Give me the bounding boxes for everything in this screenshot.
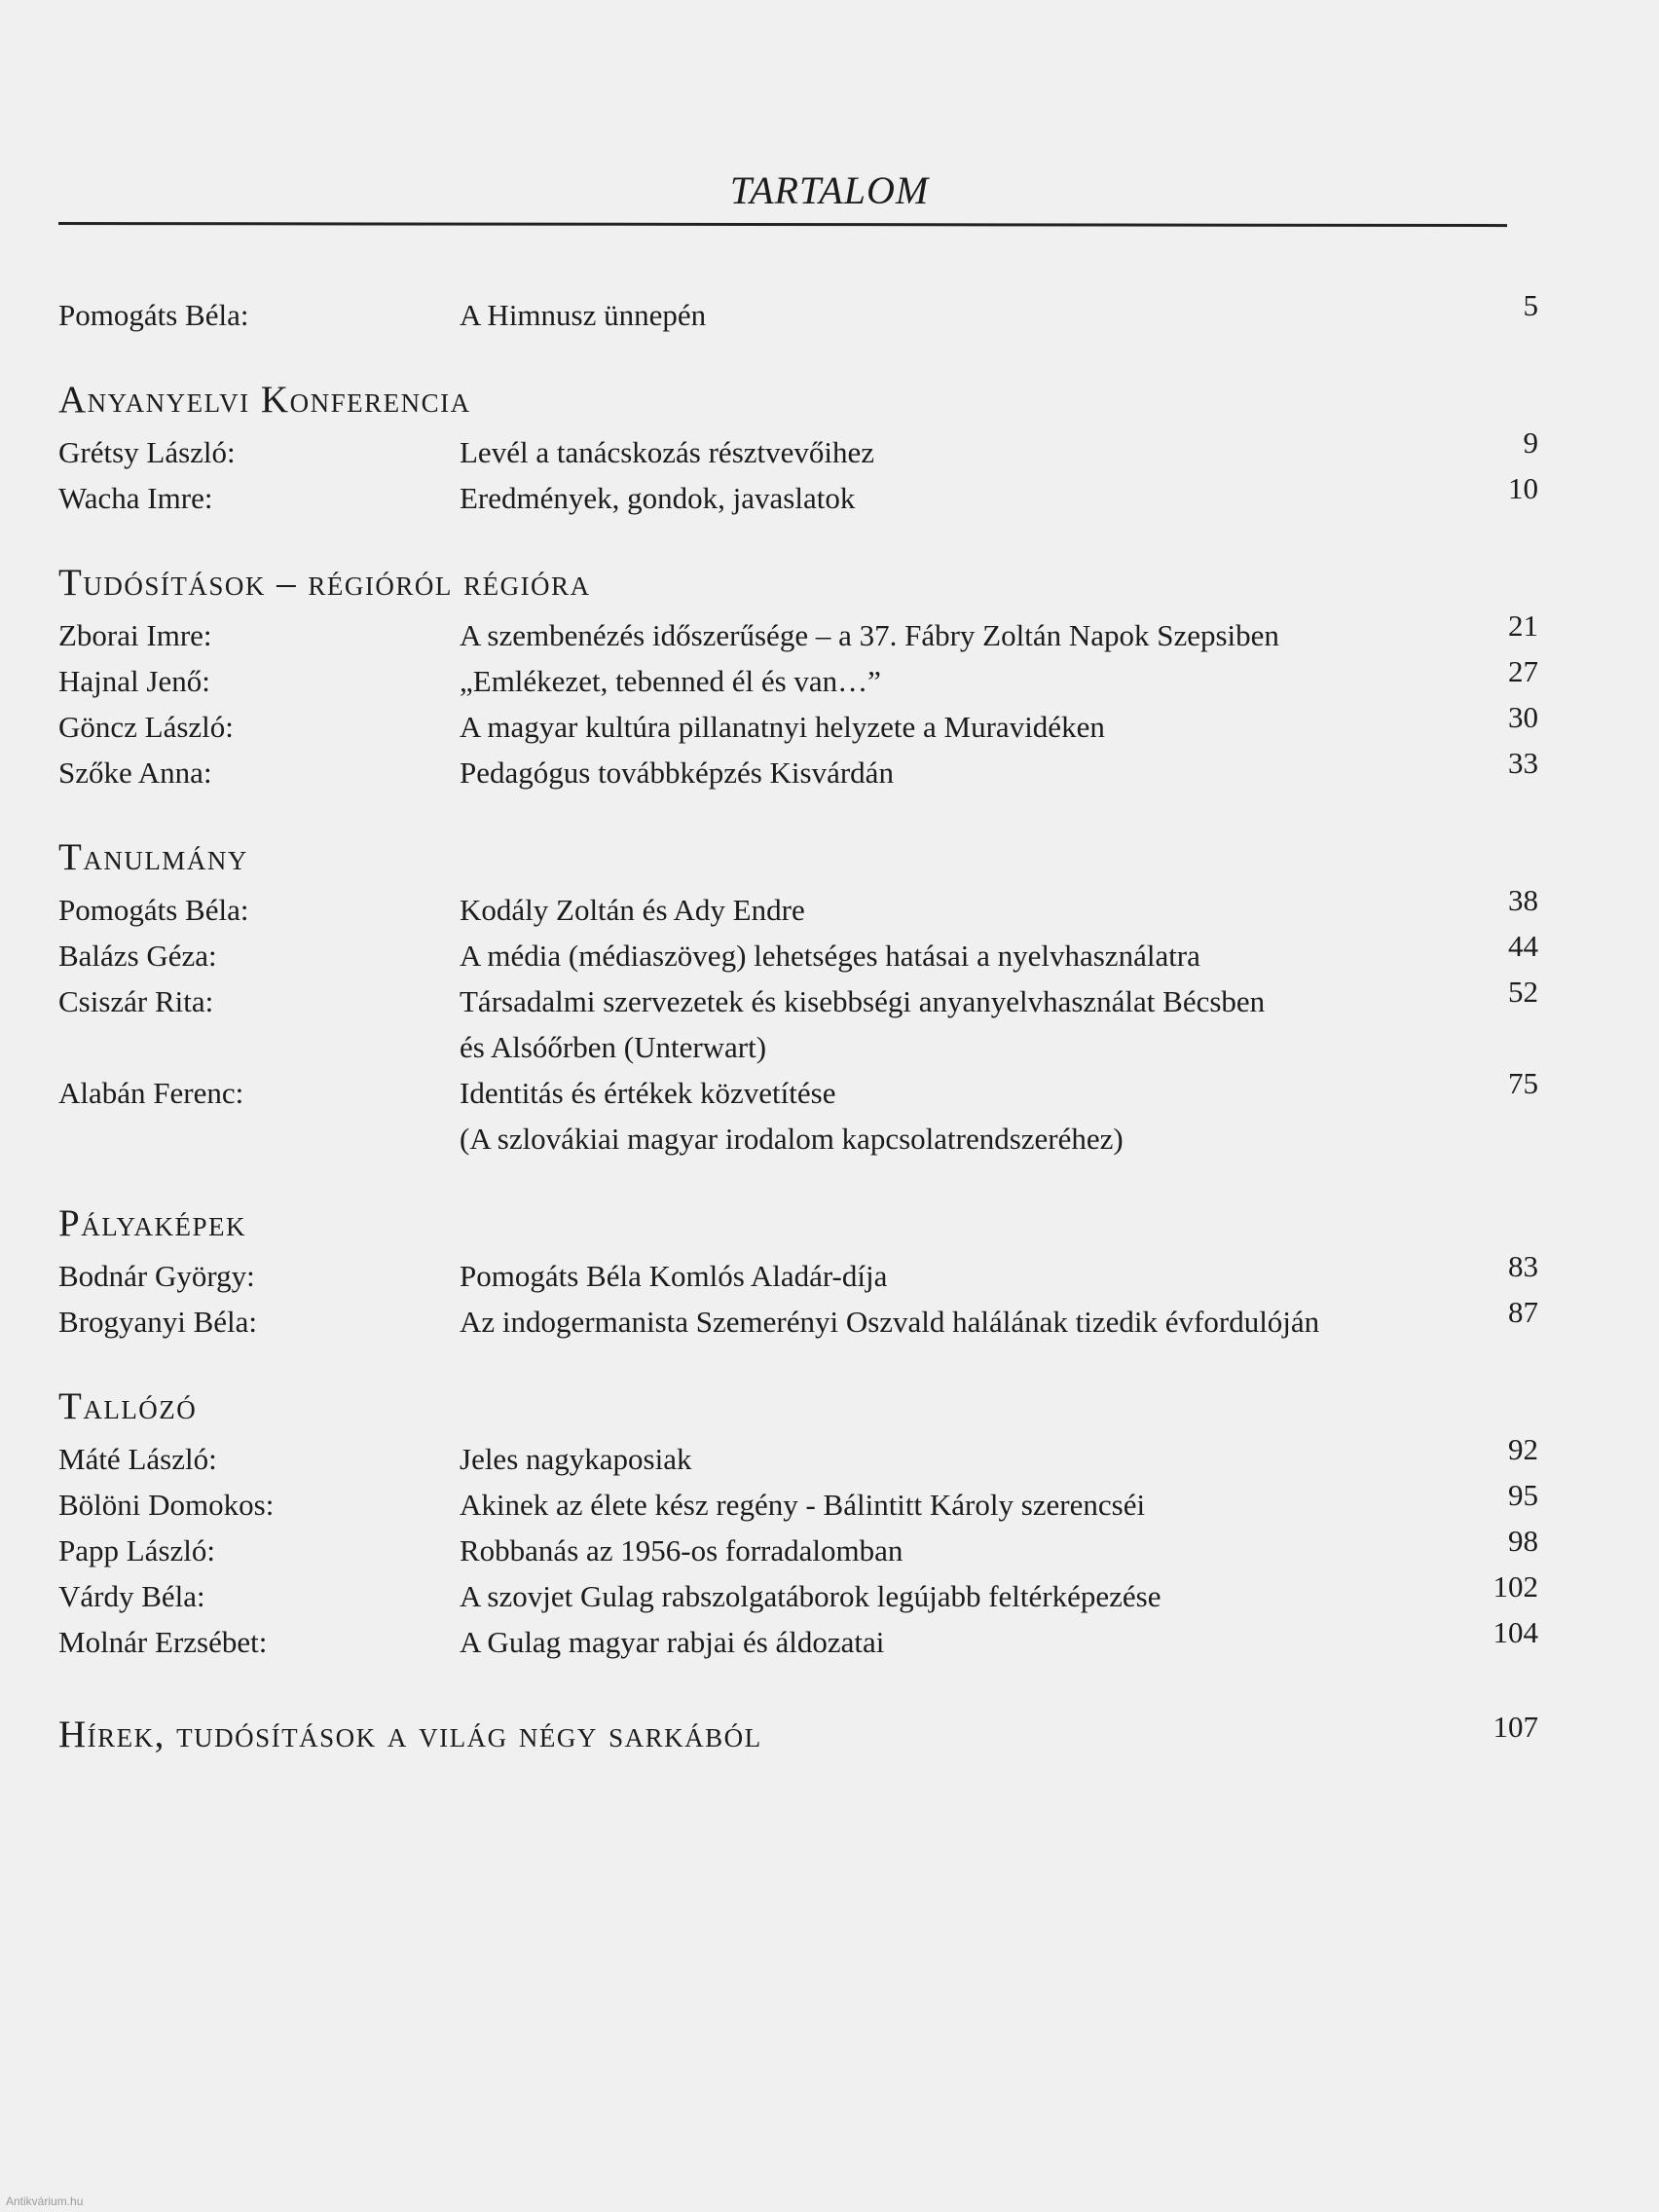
entry-title: [460, 1619, 1451, 1665]
entry-title-line: A szovjet Gulag rabszolgatáborok legújabb feltérképezése: [460, 1579, 1161, 1613]
entry-title-line: A szembenézés időszerűsége – a 37. Fábry Zoltán Napok Szepsiben: [460, 618, 1279, 652]
entry-page-number: 30: [1508, 700, 1538, 734]
watermark: Antikvárium.hu: [6, 2194, 84, 2208]
toc-entry: [58, 883, 1538, 933]
final-section: [58, 1710, 1538, 1760]
toc-entry: [58, 654, 1538, 704]
toc-entry: [58, 1066, 1538, 1161]
entry-title: [460, 1573, 1451, 1619]
entry-author: Bodnár György:: [58, 1259, 255, 1293]
entry-title: [460, 1070, 1451, 1161]
entry-title: [460, 1436, 1451, 1482]
entry-author: Szőke Anna:: [58, 756, 212, 790]
toc-entry: [58, 1295, 1538, 1345]
entry-title: [460, 475, 1451, 521]
entry-title-line: Robbanás az 1956-os forradalomban: [460, 1533, 903, 1567]
toc-entry: [58, 975, 1538, 1070]
entry-title: [460, 933, 1451, 978]
entry-title: [460, 1299, 1451, 1345]
entry-page-number: 52: [1508, 975, 1538, 1009]
entry-page-number: 102: [1493, 1569, 1538, 1604]
entry-title-line: A magyar kultúra pillanatnyi helyzete a Muravidéken: [460, 710, 1105, 744]
entry-title-line: Az indogermanista Szemerényi Oszvald halálának tizedik évfordulóján: [460, 1305, 1320, 1339]
entry-page-number: 87: [1508, 1295, 1538, 1329]
entry-author: Bölöni Domokos:: [58, 1488, 275, 1522]
entry-title: [460, 887, 1451, 933]
toc-entry: [58, 425, 1538, 475]
toc-entry: [58, 1615, 1538, 1665]
entry-title: [460, 1482, 1451, 1528]
entry-title: [460, 1528, 1451, 1573]
entry-page-number: 9: [1523, 425, 1538, 460]
entry-title-line: Pomogáts Béla Komlós Aladár-díja: [460, 1259, 888, 1293]
entry-author: Balázs Géza:: [58, 939, 217, 973]
entry-author: Grétsy László:: [58, 435, 236, 469]
entry-title-line: Társadalmi szervezetek és kisebbségi anyanyelvhasználat Bécsben: [460, 984, 1266, 1018]
entry-page-number: 10: [1508, 471, 1538, 505]
entry-title: [460, 612, 1451, 658]
entry-page-number: 83: [1508, 1249, 1538, 1283]
toc-entry: [58, 746, 1538, 795]
entry-title-line: Jeles nagykaposiak: [460, 1442, 692, 1476]
entry-author: Göncz László:: [58, 710, 234, 744]
entry-author: Brogyanyi Béla:: [58, 1305, 258, 1339]
entry-author: Csiszár Rita:: [58, 984, 214, 1018]
toc-entry: [58, 608, 1538, 658]
section-heading: Anyanyelvi Konferencia: [58, 379, 471, 421]
entry-title: [460, 978, 1451, 1070]
entry-title: [460, 429, 1451, 475]
entry-title-line: (A szlovákiai magyar irodalom kapcsolatrendszeréhez): [460, 1122, 1124, 1156]
entry-author: Papp László:: [58, 1533, 215, 1567]
entry-title: [460, 704, 1451, 750]
entry-page-number: 27: [1508, 654, 1538, 688]
entry-author: Várdy Béla:: [58, 1579, 205, 1613]
entry-title-line: Akinek az élete kész regény - Bálintitt Károly szerencséi: [460, 1488, 1146, 1522]
entry-page-number: 98: [1508, 1524, 1538, 1558]
entry-page-number: 75: [1508, 1066, 1538, 1100]
entry-author: Pomogáts Béla:: [58, 893, 249, 927]
toc-entry: [58, 700, 1538, 750]
toc-entry: [58, 1432, 1538, 1482]
entry-page-number: 5: [1523, 288, 1538, 322]
entry-page-number: 33: [1508, 746, 1538, 780]
entry-page-number: 95: [1508, 1478, 1538, 1512]
entry-author: Pomogáts Béla:: [58, 298, 249, 332]
entry-author: Molnár Erzsébet:: [58, 1625, 268, 1659]
section-heading: Tanulmány: [58, 836, 248, 878]
section-heading: Hírek, tudósítások a világ négy sarkából: [58, 1714, 762, 1755]
entry-title-line: Eredmények, gondok, javaslatok: [460, 481, 856, 515]
toc-entry: [58, 1478, 1538, 1528]
entry-title-line: Pedagógus továbbképzés Kisvárdán: [460, 756, 894, 790]
entry-author: Zborai Imre:: [58, 618, 212, 652]
header-rule: [58, 222, 1507, 227]
entry-title-line: „Emlékezet, tebenned él és van…”: [460, 664, 881, 698]
section-heading: Pályaképek: [58, 1202, 246, 1244]
toc-entry: [58, 471, 1538, 521]
entry-title: [460, 750, 1451, 795]
entry-page-number: 104: [1493, 1615, 1538, 1649]
entry-author: Máté László:: [58, 1442, 217, 1476]
entry-title-line: A Gulag magyar rabjai és áldozatai: [460, 1625, 885, 1659]
entry-title: [460, 1253, 1451, 1299]
toc-entry: [58, 1524, 1538, 1573]
entry-title: [460, 658, 1451, 704]
entry-title-line: A Himnusz ünnepén: [460, 298, 707, 332]
section-page-number: 107: [1493, 1710, 1538, 1744]
entry-author: Alabán Ferenc:: [58, 1076, 244, 1110]
section-heading: Tallózó: [58, 1385, 198, 1427]
entry-title-line: Kodály Zoltán és Ady Endre: [460, 893, 805, 927]
entry-author: Wacha Imre:: [58, 481, 213, 515]
entry-page-number: 92: [1508, 1432, 1538, 1466]
entry-author: Hajnal Jenő:: [58, 664, 210, 698]
section-heading: Tudósítások – régióról régióra: [58, 562, 591, 604]
table-of-contents: [58, 288, 1538, 1760]
entry-title-line: és Alsóőrben (Unterwart): [460, 1030, 767, 1064]
toc-sections: [58, 375, 1538, 1665]
entry-page-number: 44: [1508, 929, 1538, 963]
entry-title-line: Levél a tanácskozás résztvevőihez: [460, 435, 875, 469]
toc-entry: [58, 1249, 1538, 1299]
toc-entry: [58, 288, 1538, 338]
entry-title: [460, 292, 1451, 338]
entry-page-number: 21: [1508, 608, 1538, 643]
entry-title-line: A média (médiaszöveg) lehetséges hatásai a nyelvhasználatra: [460, 939, 1200, 973]
toc-entry: [58, 1569, 1538, 1619]
toc-entry: [58, 929, 1538, 978]
page-title: TARTALOM: [729, 168, 930, 212]
entry-page-number: 38: [1508, 883, 1538, 917]
entry-title-line: Identitás és értékek közvetítése: [460, 1076, 836, 1110]
